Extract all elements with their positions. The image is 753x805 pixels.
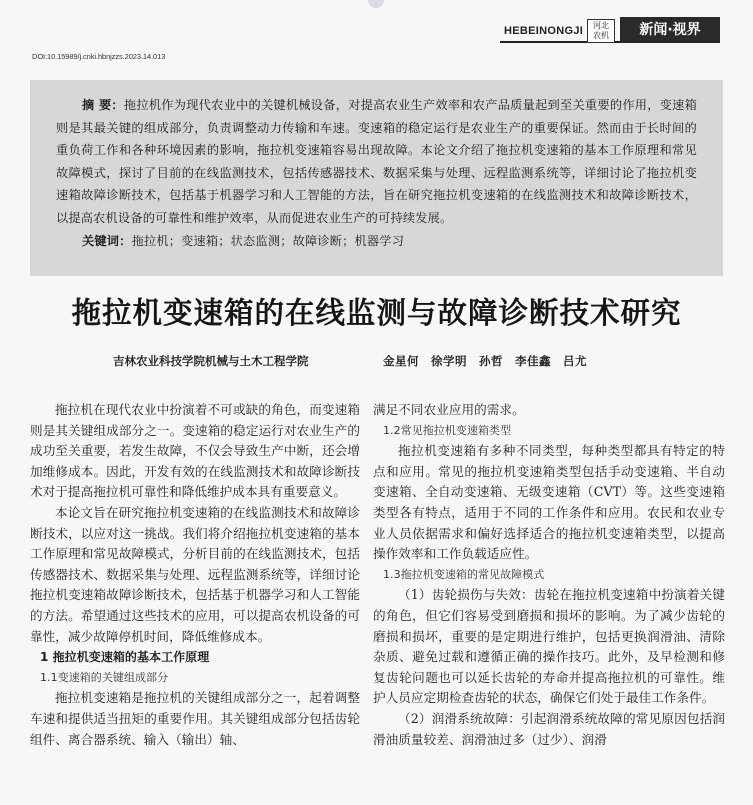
abstract	[56, 94, 697, 230]
keywords-label: 关键词：	[82, 233, 132, 248]
paper-title: 拖拉机变速箱的在线监测与故障诊断技术研究	[71, 295, 682, 330]
paragraph: 拖拉机在现代农业中扮演着不可或缺的角色，而变速箱则是其关键组成部分之一。变速箱的稳定运行对农业生产的成功至关重要，若发生故障，不仅会导致生产中断，还会增加维修成本。因此，开发有效的在线监测技术和故障诊断技术对于提高拖拉机可靠性和降低维护成本具有重要意义。	[30, 402, 360, 500]
left-column	[30, 400, 360, 750]
logo-top: 河北	[593, 21, 609, 30]
keywords-text: 拖拉机；变速箱；状态监测；故障诊断；机器学习	[131, 233, 405, 248]
subsection-heading: 1.2常见拖拉机变速箱类型	[383, 423, 512, 437]
top-decoration	[368, 0, 384, 8]
paragraph: 本论文旨在研究拖拉机变速箱的在线监测技术和故障诊断技术，以应对这一挑战。我们将介绍拖拉机变速箱的基本工作原理和常见故障模式，分析目前的在线监测技术，包括传感器技术、数据采集与处理、远程监测系统等，详细讨论拖拉机变速箱故障诊断技术，包括基于机器学习和人工智能的方法。希望通过这些技术的应用，可以提高农机设备的可靠性，减少故障停机时间，降低维修成本。	[30, 504, 360, 644]
section-tag: 新闻·视界	[620, 17, 720, 43]
authors: 金星何 徐学明 孙哲 李佳鑫 吕尤	[383, 354, 587, 368]
affiliation: 吉林农业科技学院机械与土木工程学院	[113, 354, 309, 368]
paragraph: （2）润滑系统故障：引起润滑系统故障的常见原因包括润滑油质量较差、润滑油过多（过少）、润滑	[373, 710, 725, 747]
journal-header	[470, 15, 725, 45]
paragraph: 拖拉机变速箱是拖拉机的关键组成部分之一，起着调整车速和提供适当扭矩的重要作用。其关键组成部分包括齿轮组件、离合器系统、输入（输出）轴、	[30, 690, 360, 747]
abstract-text: 拖拉机作为现代农业中的关键机械设备，对提高农业生产效率和农产品质量起到至关重要的作用，变速箱则是其最关键的组成部分，负责调整动力传输和车速。变速箱的稳定运行是农业生产的重要保证。然而由于长时间的重负荷工作和各种环境因素的影响，拖拉机变速箱容易出现故障。本论文介绍了拖拉机变速箱的基本工作原理和常见故障模式，探讨了目前的在线监测技术，包括传感器技术、数据采集与处理、远程监测系统等，详细讨论了拖拉机变速箱故障诊断技术，包括基于机器学习和人工智能的方法，旨在研究拖拉机变速箱的在线监测技术和故障诊断技术，以提高农机设备的可靠性和维护效率，从而促进农业生产的可持续发展。	[56, 98, 698, 225]
paragraph: 满足不同农业应用的需求。	[373, 402, 525, 417]
keywords	[82, 230, 697, 252]
section-heading: 1 拖拉机变速箱的基本工作原理	[40, 650, 210, 665]
journal-logo	[587, 19, 615, 43]
paragraph: 拖拉机变速箱有多种不同类型，每种类型都具有特定的特点和应用。常见的拖拉机变速箱类型包括手动变速箱、半自动变速箱、全自动变速箱、无级变速箱（CVT）等。这些变速箱类型各有特点，适用于不同的工作条件和应用。农民和农业专业人员依据需求和偏好选择适合的拖拉机变速箱类型，以提高操作效率和工作负载适应性。	[373, 443, 725, 562]
abstract-label: 摘 要：	[82, 98, 124, 112]
subsection-heading: 1.1变速箱的关键组成部分	[40, 670, 169, 684]
doi: DOI:10.15989/j.cnki.hbnjzzs.2023.14.013	[32, 52, 166, 61]
logo-bottom: 农机	[593, 31, 609, 40]
paragraph: （1）齿轮损伤与失效：齿轮在拖拉机变速箱中扮演着关键的角色，但它们容易受到磨损和损坏的影响。为了减少齿轮的磨损和损坏，重要的是定期进行维护，包括更换润滑油、清除杂质、避免过载和遵循正确的操作技巧。此外，及早检测和修复齿轮问题也可以延长齿轮的寿命并提高拖拉机的可靠性。维护人员应定期检查齿轮的状态，确保它们处于最佳工作条件。	[373, 587, 725, 706]
subsection-heading: 1.3拖拉机变速箱的常见故障模式	[383, 567, 545, 581]
abstract-box	[30, 80, 723, 276]
right-column	[373, 400, 725, 750]
journal-name: HEBEINONGJI	[504, 25, 584, 37]
